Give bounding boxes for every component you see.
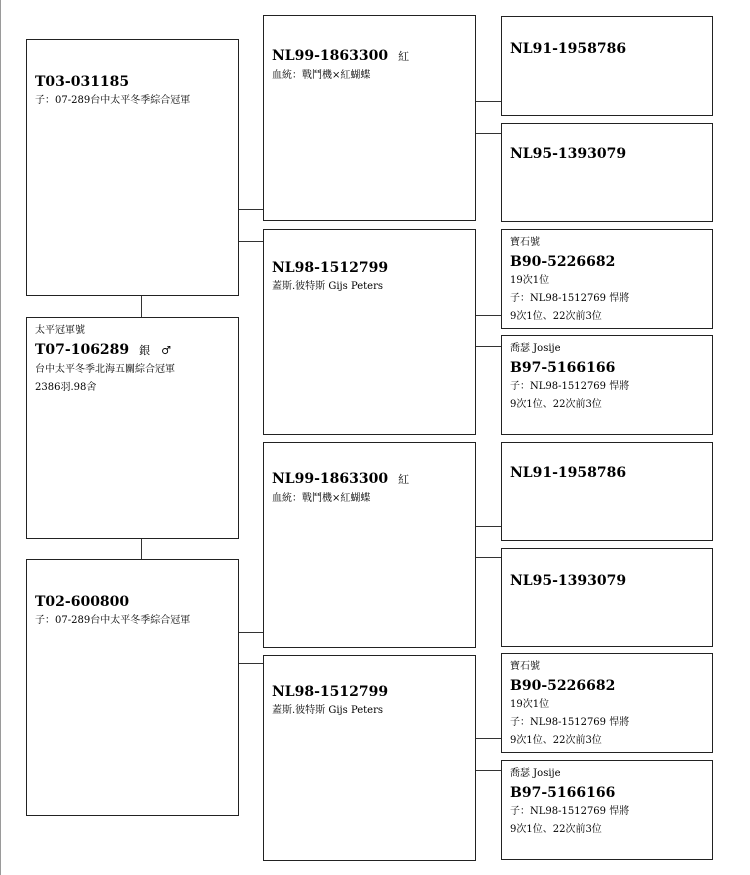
color-sex-note: 銀 ♂ [139,344,172,357]
color-note: 紅 [398,50,410,63]
ring-number: NL98-1512799 [272,684,389,700]
connector-line [476,133,501,134]
connector-line [239,632,263,633]
ring-number: B90-5226682 [510,678,616,694]
card-info: 9次1位、22次前3位 [510,824,602,835]
connector-line [476,346,501,347]
ring-number: B97-5166166 [510,360,616,376]
ring-number: NL98-1512799 [272,260,389,276]
pigeon-name: 寶石號 [510,661,540,672]
pedigree-card-self [26,317,239,539]
ring-number: NL95-1393079 [510,573,627,589]
connector-line [476,738,501,739]
card-info: 子：NL98-1512769 悍將 [510,806,630,817]
connector-line [141,296,142,317]
connector-line [476,526,501,527]
card-info: 血統：戰鬥機×紅蝴蝶 [272,493,371,504]
pedigree-card-gen3 [501,16,713,116]
pedigree-card-gen3 [501,442,713,541]
page-frame-line [0,0,1,875]
ring-number: NL95-1393079 [510,146,627,162]
connector-line [141,539,142,559]
card-info: 蓋斯.彼特斯 Gijs Peters [272,705,384,716]
card-info: 血統：戰鬥機×紅蝴蝶 [272,70,371,81]
pedigree-card-gen3 [501,548,713,647]
card-info: 9次1位、22次前3位 [510,735,602,746]
pedigree-card-gen3 [501,229,713,329]
card-info: 子：07-289台中太平冬季綜合冠軍 [35,615,191,626]
ring-number: B97-5166166 [510,785,616,801]
pedigree-card-gen3 [501,335,713,435]
card-info: 9次1位、22次前3位 [510,399,602,410]
pigeon-name: 喬瑟 Josije [510,343,561,354]
card-info: 19次1位 [510,275,550,286]
card-info: 19次1位 [510,699,550,710]
card-info: 蓋斯.彼特斯 Gijs Peters [272,281,384,292]
card-info: 子：NL98-1512769 悍將 [510,293,630,304]
pedigree-card-sire [26,39,239,296]
ring-number: T03-031185 [35,74,130,90]
pedigree-card-gen3 [501,123,713,222]
ring-number: NL91-1958786 [510,41,627,57]
connector-line [239,209,263,210]
pedigree-card-gen2 [263,229,476,435]
pigeon-title: 太平冠軍號 [35,325,85,336]
pedigree-card-gen3 [501,653,713,753]
connector-line [239,241,263,242]
connector-line [239,663,263,664]
ring-number: T07-106289 銀 ♂ [35,342,172,358]
pedigree-card-dam [26,559,239,816]
ring-number: NL99-1863300 紅 [272,471,410,487]
ring-number: NL99-1863300 紅 [272,48,410,64]
ring-number: B90-5226682 [510,254,616,270]
ring-number: NL91-1958786 [510,465,627,481]
pigeon-name: 寶石號 [510,237,540,248]
pedigree-card-gen2 [263,655,476,861]
pedigree-card-gen2 [263,15,476,221]
card-info: 9次1位、22次前3位 [510,311,602,322]
card-info: 台中太平冬季北海五關綜合冠軍 [35,364,175,375]
connector-line [476,770,501,771]
connector-line [476,315,501,316]
pedigree-card-gen3 [501,760,713,860]
card-info: 子：07-289台中太平冬季綜合冠軍 [35,95,191,106]
pedigree-card-gen2 [263,442,476,648]
card-info: 2386羽.98舍 [35,382,97,393]
pigeon-name: 喬瑟 Josije [510,768,561,779]
card-info: 子：NL98-1512769 悍將 [510,381,630,392]
connector-line [476,101,501,102]
card-info: 子：NL98-1512769 悍將 [510,717,630,728]
color-note: 紅 [398,473,410,486]
ring-number: T02-600800 [35,594,130,610]
connector-line [476,557,501,558]
